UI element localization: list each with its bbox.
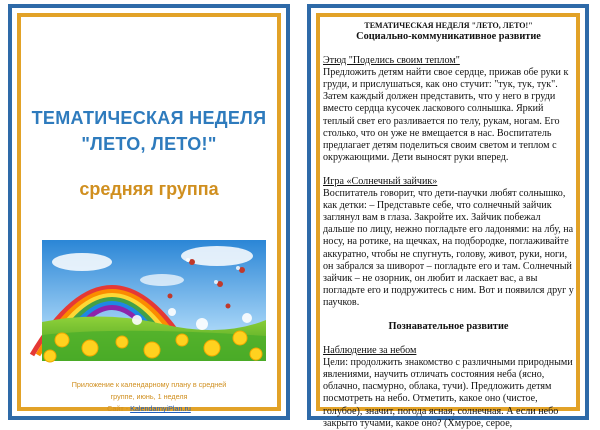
cover-page (8, 4, 290, 420)
cover-footer (21, 379, 277, 415)
cover-title-line1: ТЕМАТИЧЕСКАЯ НЕДЕЛЯ (31, 108, 267, 128)
rainbow-meadow-illustration (42, 240, 266, 361)
cover-subtitle: средняя группа (79, 179, 219, 199)
cover-footer-line1: Приложение к календарному плану в средней (71, 380, 227, 389)
cover-footer-line2: группе, июнь, 1 неделя (110, 392, 188, 401)
cover-title (21, 105, 277, 157)
cover-footer-site-label: Сайт - (107, 404, 131, 413)
game-text: Воспитатель говорит, что дети-паучки любят солнышко, как детки: – Представьте себе, что солнечный зайчик заглянул вам в глаза. Закройте их. Зайчик побежал дальше по лицу, нежно погладьте его ладонями: на лбу, на носу, на ротике, на щечках, на подбородке, поглаживайте аккуратно, чтобы не спугнуть, голову, живот, руки, ноги, он забрался за шиворот – погладьте его и там. Солнечный зайчик – не озорник, он любит и ласкает вас, а вы погладьте его и подружитесь с ним. Вот и появился друг у паучков. (323, 188, 574, 308)
cover-footer-site (21, 403, 277, 415)
observation-text: Цели: продолжить знакомство с различными природными явлениями, научить отличать состояния неба (ясно, облачно, пасмурно, облака, тучи). Предложить детям посмотреть на небо. Отметить, какое оно (чистое, голубое), значит, погода ясная, солнечная. А если небо закрыто тучами, какое оно? (Хмурое, серое, (323, 357, 573, 429)
site-link[interactable]: KalendarnyiPlan.ru (130, 404, 191, 413)
observation-title: Наблюдение за небом (323, 345, 417, 357)
section-title-cognitive: Познавательное развитие (388, 320, 509, 332)
content-inner-frame (316, 13, 580, 429)
content-page (307, 4, 589, 429)
game-title: Игра «Солнечный зайчик» (323, 175, 438, 187)
cover-title-line2: "ЛЕТО, ЛЕТО!" (81, 134, 217, 154)
section-title-social: Социально-коммуникативное развитие (356, 31, 541, 42)
cover-inner-frame (17, 13, 281, 411)
etude-title: Этюд "Поделись своим теплом" (323, 55, 460, 67)
document-body (323, 21, 574, 430)
page-header: ТЕМАТИЧЕСКАЯ НЕДЕЛЯ "ЛЕТО, ЛЕТО!" (364, 21, 533, 30)
etude-text: Предложить детям найти свое сердце, прижав обе руки к груди, и прислушаться, как оно стучит: "тук, тук, тук". Затем каждый должен представить, что у него в груди вместо сердца кусочек ласкового солнышка. Яркий теплый свет его разливается по телу, рукам, ногам. Его столько, что он уже не вмещается в нас. Воспитатель предлагает детям поделиться своим светом и теплом с окружающими. Дети выносят руки вперед. (323, 67, 569, 163)
